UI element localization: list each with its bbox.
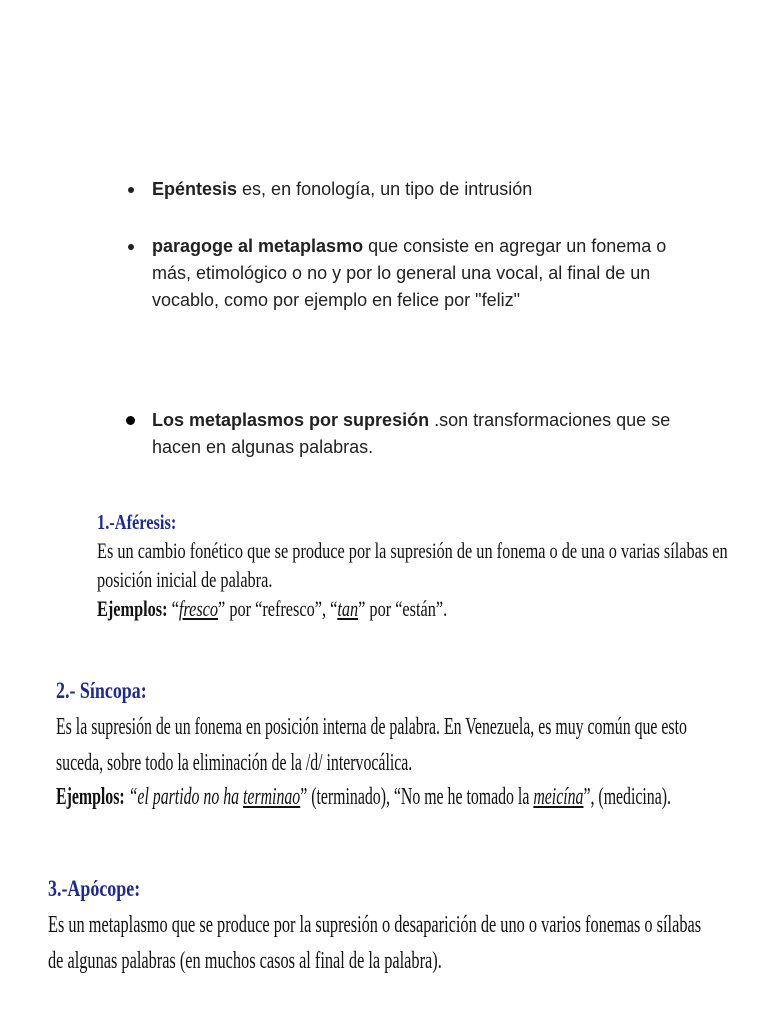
examples-line [56, 784, 687, 811]
term: Epéntesis [152, 179, 238, 199]
example-text: ” por “refresco”, “ [218, 596, 338, 621]
example-text: ” por “están”. [358, 596, 448, 621]
example-text: ” (terminado), “No me he tomado la [300, 784, 534, 810]
examples-label: Ejemplos: [56, 784, 125, 810]
example-word: tan [337, 596, 359, 621]
section-heading: 3.-Apócope: [48, 876, 141, 901]
bullet-dot-icon [126, 416, 135, 425]
section-aferesis [97, 510, 768, 622]
text-line: Es un metaplasmo que se produce por la supresión o desaparición de uno o varios fonemas o sílabas [48, 912, 702, 938]
definition: .son transformaciones que se hacen en algunas palabras. [152, 410, 671, 457]
examples-label: Ejemplos: [97, 596, 168, 621]
term: paragoge al metaplasmo [152, 236, 364, 256]
example-word: terminao [243, 784, 301, 810]
term: Los metaplasmos por supresión [152, 410, 430, 430]
bullet-dot-icon [128, 244, 134, 250]
definition: es, en fonología, un tipo de intrusión [237, 179, 533, 199]
bullet-supresion [152, 407, 672, 461]
example-text: “el partido no ha [124, 784, 244, 810]
example-word: meicína [533, 784, 584, 810]
example-text: “ [167, 596, 179, 621]
text-line: de algunas palabras (en muchos casos al final de la palabra). [48, 948, 442, 974]
examples-line [97, 596, 728, 622]
text-line: Es un cambio fonético que se produce por la supresión de un fonema o de una o varias sílabas en [97, 538, 728, 563]
section-apocope [48, 876, 768, 975]
text-line: posición inicial de palabra. [97, 567, 273, 592]
example-word: fresco [178, 596, 219, 621]
text-line: suceda, sobre todo la eliminación de la /d/ intervocálica. [56, 750, 413, 776]
bullet-paragoge [152, 233, 672, 314]
section-heading: 1.-Aféresis: [97, 510, 177, 534]
example-text: ”, (medicina). [583, 784, 671, 810]
text-line: Es la supresión de un fonema en posición interna de palabra. En Venezuela, es muy común que esto [56, 714, 687, 740]
definition: que consiste en agregar un fonema o más, etimológico o no y por lo general una vocal, al final de un vocablo, como por ejemplo en felice por "feliz" [152, 236, 667, 310]
section-heading: 2.- Síncopa: [56, 678, 147, 703]
section-sincopa [56, 678, 768, 811]
bullet-dot-icon [128, 187, 134, 193]
bullet-epentesis [152, 176, 672, 203]
